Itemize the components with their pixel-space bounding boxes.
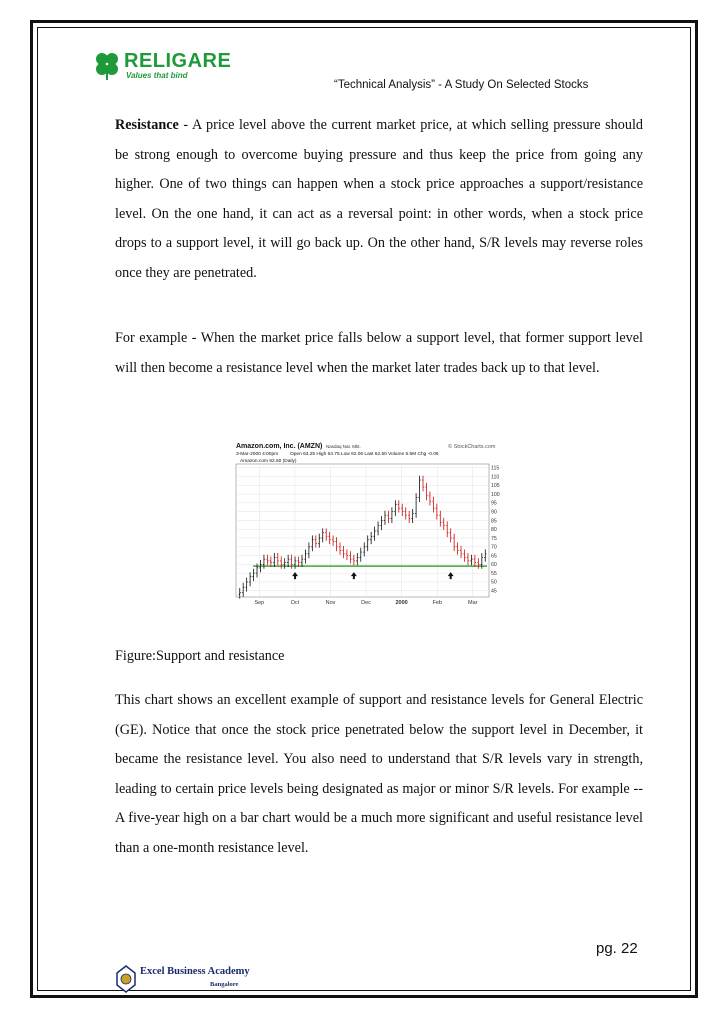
x-tick-label: Dec: [361, 600, 371, 606]
logo-tagline: Values that bind: [126, 71, 188, 80]
x-tick-label: 2000: [395, 600, 408, 606]
paragraph-chart-explanation: This chart shows an excellent example of support and resistance levels for General Electric (GE). Notice that once the stock price penetrated below the support level in December, it became the resistance level. You also need to understand that S/R levels vary in strength, leading to certain price levels being designated as major or minor S/R levels. For example -- A five-year high on a bar chart would be a much more significant and useful resistance level than a one-month resistance level.: [115, 692, 643, 856]
clover-icon: [92, 50, 124, 80]
academy-name: Excel Business Academy: [140, 966, 250, 977]
y-tick-label: 65: [491, 553, 497, 560]
x-tick-label: Feb: [432, 600, 442, 606]
y-tick-label: 85: [491, 518, 497, 525]
paragraph-example: For example - When the market price falls below a support level, that former support level will then become a resistance level when the market later trades back up to that level.: [115, 330, 643, 376]
chart-watermark: © StockCharts.com: [448, 444, 496, 450]
religare-logo: [92, 50, 242, 82]
amazon-stock-chart: [234, 440, 508, 610]
x-tick-label: Oct: [290, 600, 300, 606]
chart-title: Amazon.com, Inc. (AMZN): [236, 443, 323, 450]
x-tick-label: Mar: [468, 600, 478, 606]
y-tick-label: 105: [491, 483, 500, 490]
y-tick-label: 50: [491, 579, 497, 586]
page-number: pg. 22: [596, 940, 638, 957]
chart-stats: Open 63.25 High 64.75 Low 62.06 Last 62.50 Volume 5.6M Chg -0.06: [290, 452, 439, 457]
chart-legend: Amazon.com 62.50 (Daily): [240, 459, 297, 464]
y-tick-label: 110: [491, 474, 500, 481]
term-resistance: Resistance: [115, 117, 179, 133]
y-tick-label: 80: [491, 527, 497, 534]
y-tick-label: 60: [491, 562, 497, 569]
y-tick-label: 90: [491, 509, 497, 516]
x-tick-label: Sep: [254, 600, 265, 606]
paragraph-resistance: [115, 111, 643, 288]
y-tick-label: 55: [491, 570, 497, 577]
academy-city: Bangalore: [210, 981, 239, 988]
y-tick-label: 100: [491, 491, 500, 498]
y-tick-label: 45: [491, 588, 497, 595]
academy-logo: [115, 962, 260, 998]
header-title: “Technical Analysis” - A Study On Selected Stocks: [334, 79, 589, 91]
chart-svg: [234, 440, 508, 610]
y-tick-label: 95: [491, 500, 497, 507]
paragraph-resistance-body: - A price level above the current market price, at which selling pressure should be strong enough to overcome buying pressure and thus keep the price from going any higher. One of two things can happen when a stock price approaches a support/resistance level. On the one hand, it can act as a reversal point: in other words, when a stock price drops to a support level, it will go back up. On the other hand, S/R levels may reverse roles once they are penetrated.: [115, 117, 643, 281]
y-tick-label: 115: [491, 465, 500, 472]
y-tick-label: 75: [491, 535, 497, 542]
logo-name: RELIGARE: [124, 50, 232, 72]
chart-date: 3-Mar-2000 4:00pm: [236, 452, 279, 457]
y-tick-label: 70: [491, 544, 497, 551]
academy-emblem-icon: [115, 964, 137, 994]
chart-exchange: Nasdaq Nat. Mkt.: [326, 444, 361, 449]
figure-caption: Figure:Support and resistance: [115, 648, 285, 664]
x-tick-label: Nov: [325, 600, 336, 606]
